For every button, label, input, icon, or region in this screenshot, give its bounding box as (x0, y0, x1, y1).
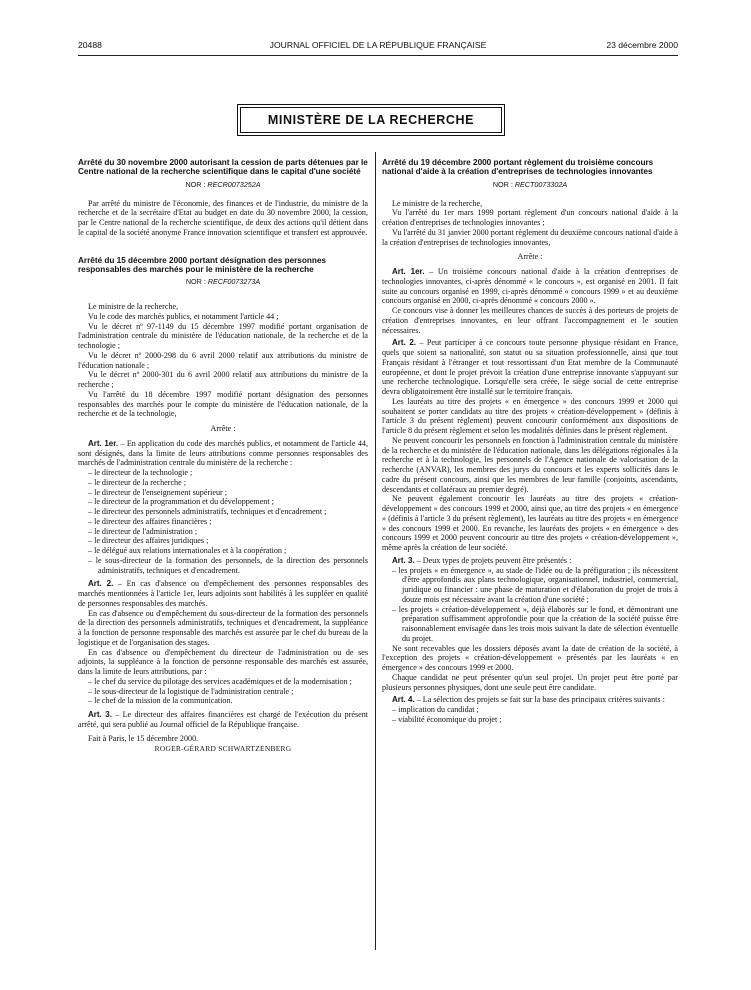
article-3: Art. 3. – Deux types de projets peuvent être présentés : (392, 555, 572, 565)
visa: Vu le décret nº 97-1149 du 15 décembre 1997 modifié portant organisation de l'administration centrale du ministère de l'éducation nationale, de la recherche et de la technologie ; (78, 321, 368, 351)
list-item: – le directeur de l'administration ; (88, 526, 198, 536)
done-at: Fait à Paris, le 15 décembre 2000. (88, 733, 199, 743)
list-item: – viabilité économique du projet ; (392, 714, 502, 724)
visa: Vu le décret nº 2000-301 du 6 avril 2000 relatif aux attributions du ministre de la recherche ; (78, 370, 368, 390)
list-item: – les projets « création-développement », déjà élaborés sur le fond, et démontrant une préparation suffisamment approfondie pour que la création de la société puisse être raisonnablement envisagée dans les trois mois suivant la date de sélection éventuelle du projet. (392, 604, 678, 643)
list-item: – le délégué aux relations internationales et à la coopération ; (88, 546, 287, 556)
paragraph: Ne sont recevables que les dossiers déposés avant la date de création de la société, à l'exception des projets « création-développement » présentés par les lauréats « en émergence » des concours 1999 et 2000. (382, 643, 678, 673)
list-item: – le directeur de la programmation et du développement ; (88, 497, 274, 507)
ministry-title: MINISTÈRE DE LA RECHERCHE (240, 107, 502, 133)
list-item: – le chef de la mission de la communication. (88, 696, 233, 706)
nor-reference: NOR : RECR0073252A (185, 179, 261, 189)
paragraph: Ce concours vise à donner les meilleures chances de succès à des porteurs de projets de création d'entreprises innovantes, en leur offrant l'accompagnement et le soutien nécessaires. (382, 306, 678, 335)
signature: ROGER-GÉRARD SCHWARTZENBERG (154, 744, 292, 754)
nor-reference: NOR : RECF0073273A (185, 277, 261, 287)
article-title: Arrêté du 15 décembre 2000 portant désignation des personnes responsables des marchés pour le ministère de la recherche (78, 255, 326, 274)
paragraph: Ne peuvent concourir les personnels en fonction à l'administration centrale du ministère de la recherche et du ministère de l'éducation nationale, dans les délégations régionales à la recherche et à la technologie, les personnels de l'Agence nationale de valorisation de la recherche (ANVAR), les membres des jurys du concours et les experts sollicités dans le cadre du présent concours, ainsi que les membres de leur famille (conjoints, ascendants, descendants et collatéraux au premier degré). (382, 435, 678, 494)
list-item: – le directeur de l'enseignement supérieur ; (88, 487, 227, 497)
visa: Vu l'arrêté du 18 décembre 1997 modifié portant désignation des personnes responsables des marchés pour le compte du ministère de l'éducation nationale, de la recherche et de la technologie, (78, 389, 368, 419)
list-item: – implication du candidat ; (392, 705, 479, 715)
paragraph: Par arrêté du ministre de l'économie, des finances et de l'industrie, du ministre de la recherche et de la secrétaire d'Etat au budget en date du 30 novembre 2000, la cession, par le Centre national de la recherche scientifique, de deux des actions qu'il détient dans le capital de la société anonyme France innovation scientifique et transfert est approuvée. (78, 198, 368, 237)
article-4: Art. 4. – La sélection des projets se fait sur la base des principaux critères suivants : (392, 695, 665, 705)
visa: Vu le décret nº 2000-298 du 6 avril 2000 relatif aux attributions du ministre de l'éducation nationale ; (78, 350, 368, 370)
header-rule (78, 55, 678, 56)
article-2: Art. 2. – En cas d'absence ou d'empêchement des personnes responsables des marchés mentionnées à l'article 1er, leurs adjoints sont habilités à les suppléer en qualité de personnes responsables des marchés. (78, 579, 369, 608)
list-item: – le directeur de la recherche ; (88, 477, 186, 487)
arrete-heading: Arrête : (517, 252, 543, 262)
paragraph: En cas d'absence ou d'empêchement du directeur de l'administration ou de ses adjoints, la suppléance à la fonction de personne responsable des marchés est assurée, dans la limite de leurs attributions, par : (78, 647, 368, 677)
arrete-heading: Arrête : (210, 424, 236, 434)
paragraph: Chaque candidat ne peut présenter qu'un seul projet. Un projet peut être porté par plusieurs personnes physiques, dont une seule peut être candidate. (382, 672, 678, 692)
list-item: – le sous-directeur de la logistique de l'administration centrale ; (88, 686, 294, 696)
visa: Le ministre de la recherche, (392, 198, 483, 208)
visa: Vu le code des marchés publics, et notamment l'article 44 ; (88, 311, 279, 321)
article-1: Art. 1er. – En application du code des marchés publics, et notamment de l'article 44, sont désignés, dans la limite de leurs attributions comme personnes responsables des marchés de l'administration centrale du ministère de la recherche : (78, 438, 368, 468)
paragraph: Ne peuvent également concourir les lauréats au titre des projets « création-développement » des concours 1999 et 2000, ainsi que, au titre des projets « en émergence » (définis à l'article 3 du présent règlement), les lauréats au titre des projets « en émergence » des concours 1999 et 2000. En revanche, les lauréats des projets « en émergence » des concours 1999 et 2000 peuvent concourir au titre des projets « création-développement », même après la création de leur société. (382, 494, 678, 553)
paragraph: En cas d'absence ou d'empêchement du sous-directeur de la formation des personnels de la direction des personnels administratifs, techniques et d'encadrement, la suppléance à la fonction de personne responsable des marchés est assurée par le chef du bureau de la logistique et de l'organisation des stages. (78, 608, 368, 647)
article-1: Art. 1er. – Un troisième concours national d'aide à la création d'entreprises de technologies innovantes, ci-après dénommé « le concours », est organisé en 2001. Il fait suite au concours organisé en 1999, ci-après dénommé « concours 1999 » et au deuxième concours organisé en 2000, ci-après dénommé « concours 2000 ». (382, 267, 678, 306)
list-item: – le directeur des affaires juridiques ; (88, 536, 209, 546)
visa: Vu l'arrêté du 1er mars 1999 portant règlement d'un concours national d'aide à la création d'entreprises de technologies innovantes ; (382, 208, 678, 228)
list-item: – le directeur de la technologie ; (88, 468, 193, 478)
visa: Le ministre de la recherche, (88, 302, 179, 312)
list-item: – les projets « en émergence », au stade de l'idée ou de la préfiguration ; ils nécessitent d'être approfondis aux plans technologique, organisationnel, industriel, commercial, juridique ou financier : une phase de maturation et d'élaboration du projet de trois à douze mois est nécessaire avant la création d'une société ; (392, 565, 678, 604)
article-3: Art. 3. – Le directeur des affaires financières est chargé de l'exécution du présent arrêté, qui sera publié au Journal officiel de la République française. (78, 710, 368, 729)
list-item: – le chef du service du pilotage des services académiques et de la modernisation ; (88, 676, 352, 686)
journal-title: JOURNAL OFFICIEL DE LA RÉPUBLIQUE FRANÇAISE (269, 40, 487, 50)
right-column (382, 158, 678, 725)
article-title: Arrêté du 30 novembre 2000 autorisant la cession de parts détenues par le Centre national de la recherche scientifique dans le capital d'une société (78, 158, 368, 177)
article-2: Art. 2. – Peut participer à ce concours toute personne physique résidant en France, quels que soient sa nationalité, son statut ou sa situation professionnelle, ainsi que tout Français résidant à l'étranger et tout ressortissant d'un Etat membre de la Communauté européenne, et dont le projet prévoit la création d'une entreprise innovante s'appuyant sur une recherche technologique. Lorsqu'elle sera créée, le siège social de cette entreprise devra obligatoirement être installé sur le territoire français. (382, 338, 678, 397)
paragraph: Les lauréats au titre des projets « en émergence » des concours 1999 et 2000 qui souhaitent se porter candidats au titre des projets « création-développement » (définis à l'article 3 du présent règlement) peuvent concourir conformément aux dispositions de l'article 8 du présent règlement et selon les modalités définies dans le présent règlement. (382, 396, 678, 436)
list-item: – le directeur des affaires financières ; (88, 516, 212, 526)
column-separator (375, 152, 376, 950)
list-item: – le sous-directeur de la formation des personnels, de la direction des personnels administratifs, techniques et d'encadrement. (88, 555, 368, 575)
visa: Vu l'arrêté du 31 janvier 2000 portant règlement du deuxième concours national d'aide à la création d'entreprises de technologies innovantes, (382, 227, 678, 247)
nor-reference: NOR : RECT0073302A (492, 179, 568, 189)
list-item: – le directeur des personnels administratifs, techniques et d'encadrement ; (88, 507, 327, 517)
article-title: Arrêté du 19 décembre 2000 portant règlement du troisième concours national d'aide à la création d'entreprises de technologies innovantes (382, 158, 654, 177)
page-number: 20488 (78, 40, 102, 50)
page-header (78, 40, 678, 54)
issue-date: 23 décembre 2000 (606, 40, 678, 50)
left-column (78, 158, 368, 754)
